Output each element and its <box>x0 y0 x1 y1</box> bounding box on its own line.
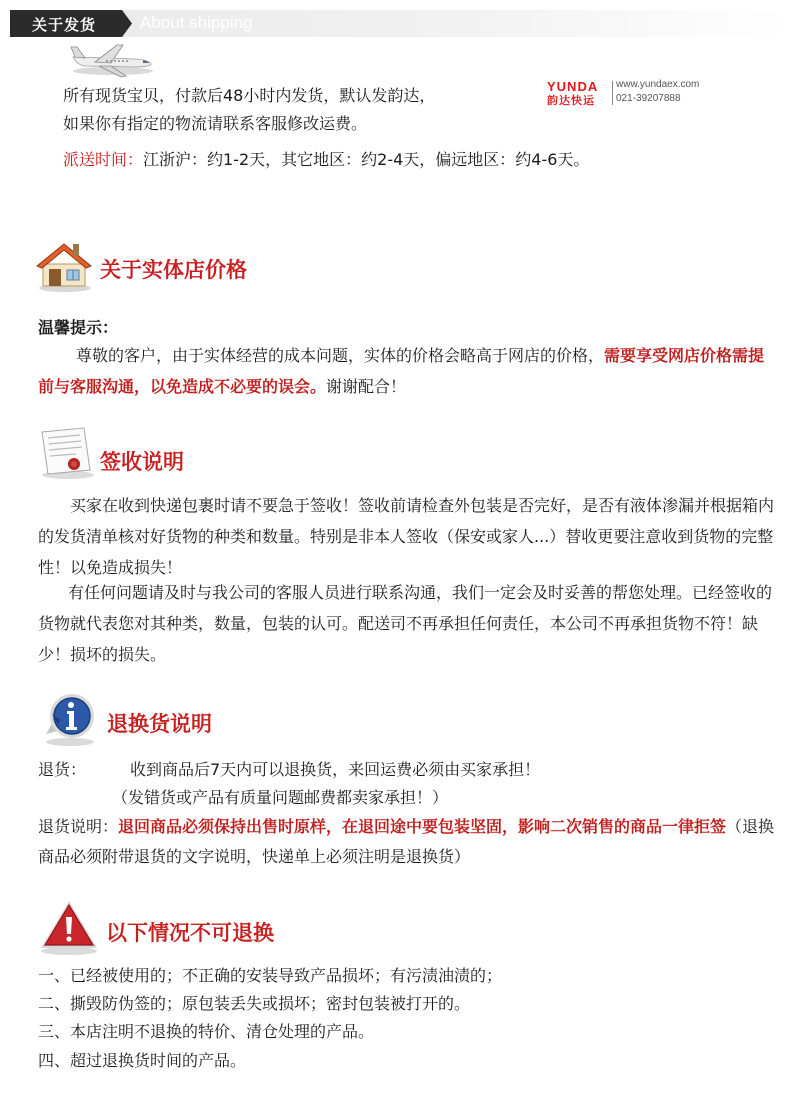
no-return-item: 三、本店注明不退换的特价、清仓处理的产品。 <box>38 1022 375 1041</box>
header-tab-label: 关于发货 <box>32 16 97 34</box>
store-price-text-1: 尊敬的客户，由于实体经营的成本问题，实体的价格会略高于网店的价格， <box>76 346 605 365</box>
return-explain-label: 退货说明： <box>38 817 119 836</box>
store-price-paragraph <box>38 340 778 402</box>
header-subtitle: About shipping <box>140 13 253 32</box>
signing-paragraph-2: 有任何问题请及时与我公司的客服人员进行联系沟通，我们一定会及时妥善的帮您处理。已经签收的货物就代表您对其种类，数量，包装的认可。配送司不再承担任何责任，本公司不再承担货物不符！缺少！损坏的损失。 <box>38 583 773 664</box>
section-title-store-price: 关于实体店价格 <box>100 258 247 282</box>
document-seal-icon <box>36 424 98 480</box>
courier-name-en: YUNDA <box>547 79 599 94</box>
no-return-item: 一、已经被使用的；不正确的安装导致产品损坏；有污渍油渍的； <box>38 966 503 985</box>
section-title-signing: 签收说明 <box>100 450 184 474</box>
delivery-time-label: 派送时间： <box>63 150 144 169</box>
no-return-item: 四、超过退换货时间的产品。 <box>38 1051 247 1070</box>
store-price-highlight: 需要享受网店价格需提前与客服沟通，以免造成不必要的误会。 <box>38 346 765 396</box>
warning-icon <box>37 898 101 956</box>
tip-label: 温馨提示： <box>38 318 119 337</box>
return-note: （发错货或产品有质量问题邮费都卖家承担！） <box>112 788 449 807</box>
courier-divider <box>612 81 613 105</box>
return-text: 收到商品后7天内可以退换货，来回运费必须由买家承担！ <box>130 760 541 779</box>
store-price-text-2: 谢谢配合！ <box>326 377 407 396</box>
section-title-returns: 退换货说明 <box>107 712 212 736</box>
courier-website: www.yundaex.com <box>616 79 700 90</box>
section-header-shipping <box>10 10 790 37</box>
return-label: 退货： <box>38 760 87 779</box>
shipping-line-1: 所有现货宝贝，付款后48小时内发货，默认发韵达， <box>63 86 436 105</box>
courier-phone: 021-39207888 <box>616 93 681 104</box>
return-explain-paragraph <box>38 812 778 872</box>
courier-name-cn: 韵达快运 <box>547 94 595 107</box>
airplane-icon <box>65 41 155 83</box>
signing-paragraph-1: 买家在收到快递包裹时请不要急于签收！签收前请检查外包装是否完好，是否有液体渗漏并根据箱内的发货清单核对好货物的种类和数量。特别是非本人签收（保安或家人...）替收更要注意收到货物的完整性！以免造成损失！ <box>38 496 775 577</box>
return-explain-highlight: 退回商品必须保持出售时原样，在退回途中要包装坚固，影响二次销售的商品一律拒签 <box>118 817 727 836</box>
shipping-line-2: 如果你有指定的物流请联系客服修改运费。 <box>63 114 368 133</box>
house-icon <box>33 236 95 294</box>
delivery-time-text: 江浙沪：约1-2天，其它地区：约2-4天，偏远地区：约4-6天。 <box>143 150 590 169</box>
yunda-courier-logo <box>546 79 721 109</box>
no-return-item: 二、撕毁防伪签的；原包装丢失或损坏；密封包装被打开的。 <box>38 994 471 1013</box>
return-explain-note: （退换商品必须附带退货的文字说明，快递单上必须注明是退换货） <box>38 817 775 866</box>
info-icon <box>40 690 102 748</box>
section-title-no-return: 以下情况不可退换 <box>106 921 274 945</box>
delivery-time-line <box>63 150 589 170</box>
